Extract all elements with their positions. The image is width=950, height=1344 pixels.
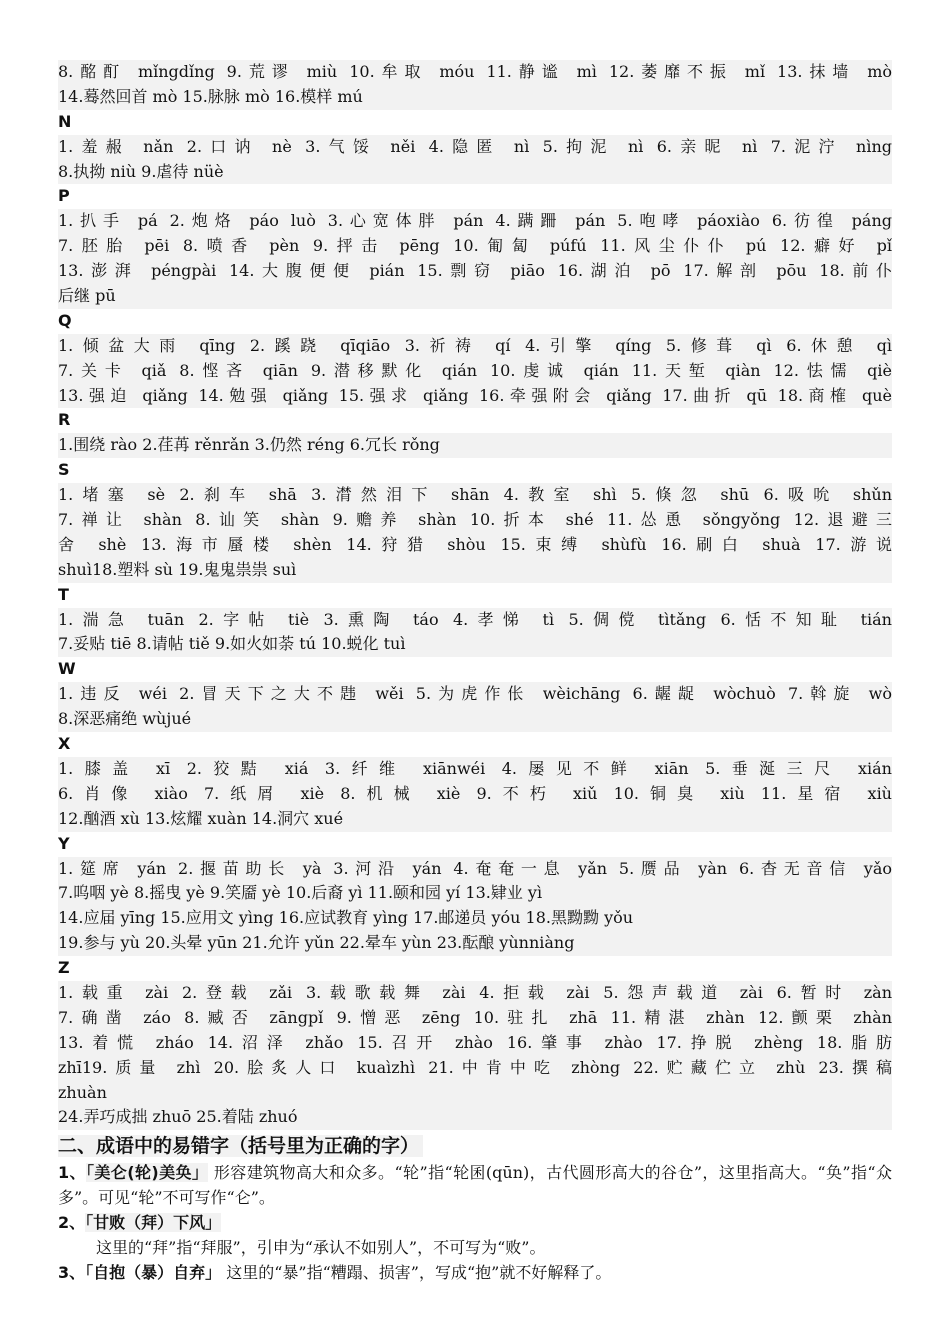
entry-line: zhuàn — [58, 1081, 892, 1106]
letter-heading: Q — [58, 310, 72, 330]
entry-line: 7.妥贴 tiē 8.请帖 tiě 9.如火如荼 tú 10.蜕化 tuì — [58, 632, 892, 657]
entry-line: 13.澎湃 péngpài 14.大腹便便 pián 15.剽窃 piāo 16.湖泊 pō 17.解剖 pōu 18.前仆 — [58, 259, 892, 284]
idiom-term: 「美仑(轮)美奂」 — [85, 1163, 209, 1183]
entry-line: 1.羞赧 nǎn 2.口讷 nè 3.气馁 něi 4.隐匿 nì 5.拘泥 nì 6.亲昵 nì 7.泥泞 nìng — [58, 135, 892, 160]
idiom-number: 1、 — [58, 1163, 86, 1183]
entry-line: 14.应届 yīng 15.应用文 yìng 16.应试教育 yìng 17.邮递员 yóu 18.黑黝黝 yǒu — [58, 906, 892, 931]
entry-line: 7.呜咽 yè 8.摇曳 yè 9.笑靥 yè 10.后裔 yì 11.颐和园 yí 13.肄业 yì — [58, 881, 892, 906]
idiom-item-1 — [58, 1160, 892, 1210]
letter-heading: R — [58, 410, 71, 430]
letter-heading: T — [58, 584, 69, 604]
idiom-term: 「自抱（暴）自弃」 — [85, 1263, 222, 1283]
letter-heading: Y — [58, 833, 70, 853]
entry-line: 7.禅让 shàn 8.讪笑 shàn 9.赡养 shàn 10.折本 shé 11.怂恿 sǒngyǒng 12.退避三 — [58, 508, 892, 533]
entry-line: 1.倾盆大雨 qīng 2.蹊跷 qīqiāo 3.祈祷 qí 4.引擎 qíng 5.修葺 qì 6.休憩 qì — [58, 334, 892, 359]
letter-heading: X — [58, 734, 71, 754]
entry-line: 19.参与 yù 20.头晕 yūn 21.允许 yǔn 22.晕车 yùn 23.酝酿 yùnniàng — [58, 931, 892, 956]
entry-line: 13.着慌 zháo 14.沼泽 zhǎo 15.召开 zhào 16.肇事 zhào 17.挣脱 zhèng 18.脂肪 — [58, 1031, 892, 1056]
idiom-item-2 — [58, 1210, 892, 1235]
idiom-explanation-2 — [58, 1235, 892, 1260]
letter-heading: Z — [58, 958, 70, 978]
entry-line: shuì18.塑料 sù 19.鬼鬼祟祟 suì — [58, 558, 892, 583]
entry-line: 1.膝盖 xī 2.狡黠 xiá 3.纤维 xiānwéi 4.屡见不鲜 xiān 5.垂涎三尺 xián — [58, 757, 892, 782]
idiom-term: 「甘败（拜）下风」 — [85, 1213, 222, 1233]
entry-line: 6.肖像 xiào 7.纸屑 xiè 8.机械 xiè 9.不朽 xiǔ 10.铜臭 xiù 11.星宿 xiù — [58, 782, 892, 807]
entry-line: 1.堵塞 sè 2.刹车 shā 3.潸然泪下 shān 4.教室 shì 5.倏忽 shū 6.吸吮 shǔn — [58, 483, 892, 508]
entry-line: zhī19.质量 zhì 20.脍炙人口 kuaìzhì 21.中肯中吃 zhòng 22.贮藏伫立 zhù 23.撰稿 — [58, 1056, 892, 1081]
idiom-number: 2、 — [58, 1213, 86, 1233]
entry-line: 8.深恶痛绝 wùjué — [58, 707, 892, 732]
pronunciation-list — [58, 60, 892, 1130]
entry-line: 1.违反 wéi 2.冒天下之大不韪 wěi 5.为虎作伥 wèichāng 6.龌龊 wòchuò 7.斡旋 wò — [58, 682, 892, 707]
entry-line: 7.确凿 záo 8.臧否 zāngpǐ 9.憎恶 zēng 10.驻扎 zhā 11.精湛 zhàn 12.颤栗 zhàn — [58, 1006, 892, 1031]
entry-line: 13.强迫 qiǎng 14.勉强 qiǎng 15.强求 qiǎng 16.牵强附会 qiǎng 17.曲折 qū 18.商榷 què — [58, 384, 892, 409]
entry-line: 1.筵席 yán 2.揠苗助长 yà 3.河沿 yán 4.奄奄一息 yǎn 5.赝品 yàn 6.杳无音信 yǎo — [58, 857, 892, 882]
entry-line: 24.弄巧成拙 zhuō 25.着陆 zhuó — [58, 1105, 892, 1130]
entry-line: 8.执拗 niù 9.虐待 nüè — [58, 160, 892, 185]
entry-line: 后继 pū — [58, 284, 892, 309]
entry-line: 1.扒手 pá 2.炮烙 páo luò 3.心宽体胖 pán 4.蹒跚 pán 5.咆哮 páoxiào 6.彷徨 páng — [58, 209, 892, 234]
section-heading-text: 二、成语中的易错字（括号里为正确的字） — [58, 1135, 423, 1157]
entry-line: 8.酩酊 mǐngdǐng 9.荒谬 miù 10.牟取 móu 11.静谧 mì 12.萎靡不振 mǐ 13.抹墙 mò — [58, 60, 892, 85]
letter-heading: N — [58, 111, 72, 131]
letter-heading: W — [58, 659, 76, 679]
idiom-explanation: 这里的“拜”指“拜服”，引申为“承认不如别人”，不可写为“败”。 — [96, 1238, 546, 1258]
section-heading — [58, 1132, 892, 1160]
idiom-explanation: 这里的“暴”指“糟蹋、损害”，写成“抱”就不好解释了。 — [221, 1263, 612, 1283]
entry-line: 7.胚胎 pēi 8.喷香 pèn 9.抨击 pēng 10.匍匐 púfú 11.风尘仆仆 pú 12.癖好 pǐ — [58, 234, 892, 259]
entry-line: 14.蓦然回首 mò 15.脉脉 mò 16.模样 mú — [58, 85, 892, 110]
entry-line: 1.围绕 rào 2.荏苒 rěnrǎn 3.仍然 réng 6.冗长 rǒng — [58, 433, 892, 458]
entry-line: 舍 shè 13.海市蜃楼 shèn 14.狩猎 shòu 15.束缚 shùfù 16.刷白 shuà 17.游说 — [58, 533, 892, 558]
entry-line: 1.载重 zài 2.登载 zǎi 3.载歌载舞 zài 4.拒载 zài 5.怨声载道 zài 6.暂时 zàn — [58, 981, 892, 1006]
idiom-number: 3、 — [58, 1263, 86, 1283]
entry-line: 7.关卡 qiǎ 8.悭吝 qiān 9.潜移默化 qián 10.虔诚 qián 11.天堑 qiàn 12.怯懦 qiè — [58, 359, 892, 384]
idiom-explanation: 形容建筑物高大和众多。“轮”指“轮囷(qūn)，古代圆形高大的谷仓”，这里指高大。“奂”指“众多”。可见“轮”不可写作“仑”。 — [58, 1163, 892, 1208]
idiom-item-3 — [58, 1260, 892, 1285]
entry-line: 1.湍急 tuān 2.字帖 tiè 3.熏陶 táo 4.孝悌 tì 5.倜傥 tìtǎng 6.恬不知耻 tián — [58, 608, 892, 633]
letter-heading: P — [58, 186, 70, 206]
entry-line: 12.酗酒 xù 13.炫耀 xuàn 14.洞穴 xué — [58, 807, 892, 832]
letter-heading: S — [58, 460, 70, 480]
